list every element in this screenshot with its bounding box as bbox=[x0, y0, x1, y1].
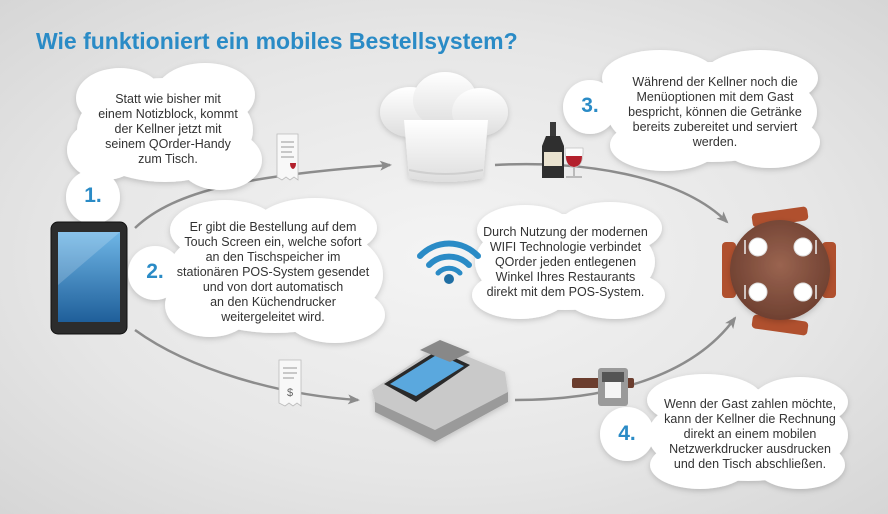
step-3-line: bespricht, können die Getränke bbox=[628, 105, 802, 119]
step-4-line: direkt an einem mobilen bbox=[683, 427, 817, 441]
step-2-text bbox=[168, 220, 378, 325]
bill-receipt-icon bbox=[279, 360, 301, 406]
wifi-note-line: Durch Nutzung der modernen bbox=[483, 225, 648, 239]
step-2-line: weitergeleitet wird. bbox=[221, 310, 325, 324]
step-3-line: bereits zubereitet und serviert bbox=[632, 120, 798, 134]
chef-hat-icon bbox=[380, 72, 508, 182]
step-1-line: seinem QOrder-Handy bbox=[105, 137, 231, 151]
step-2-line: und von dort automatisch bbox=[202, 280, 344, 294]
step-2-number: 2. bbox=[146, 260, 164, 283]
step-1-line: der Kellner jetzt mit bbox=[114, 122, 222, 136]
step-3-line: werden. bbox=[692, 135, 738, 149]
step-2-line: an den Tischspeicher im bbox=[205, 250, 341, 264]
tablet-icon bbox=[51, 222, 127, 334]
step-2-line: stationären POS-System gesendet bbox=[176, 265, 370, 279]
wifi-note-line: direkt mit dem POS-System. bbox=[486, 285, 645, 299]
restaurant-table-icon bbox=[722, 206, 836, 336]
wifi-note-text bbox=[478, 225, 653, 300]
step-3-number: 3. bbox=[581, 94, 599, 117]
step-1-line: Statt wie bisher mit bbox=[115, 92, 221, 106]
svg-text:$: $ bbox=[286, 387, 294, 399]
step-4-line: kann der Kellner die Rechnung bbox=[664, 412, 836, 426]
step-1-line: zum Tisch. bbox=[138, 152, 198, 166]
step-4-number: 4. bbox=[618, 422, 636, 445]
step-3-line: Während der Kellner noch die bbox=[632, 75, 798, 89]
step-1-number: 1. bbox=[84, 184, 102, 207]
step-4-line: Wenn der Gast zahlen möchte, bbox=[663, 397, 837, 411]
wifi-note-line: QOrder jeden entlegenen bbox=[494, 255, 637, 269]
step-4-line: Netzwerkdrucker ausdrucken bbox=[669, 442, 831, 456]
page-title: Wie funktioniert ein mobiles Bestellsystem? bbox=[36, 28, 518, 54]
step-2-line: Er gibt die Bestellung auf dem bbox=[189, 220, 357, 234]
step-2-line: an den Küchendrucker bbox=[210, 295, 336, 309]
step-4-text bbox=[650, 397, 850, 472]
pos-terminal-icon bbox=[372, 340, 508, 442]
step-3-text bbox=[615, 75, 815, 150]
step-1-text bbox=[73, 92, 263, 167]
wifi-note-line: WIFI Technologie verbindet bbox=[489, 240, 642, 254]
wifi-icon bbox=[420, 244, 478, 284]
step-1-line: einem Notizblock, kommt bbox=[98, 107, 238, 121]
step-3-line: Menüoptionen mit dem Gast bbox=[636, 90, 794, 104]
order-receipt-icon bbox=[277, 134, 298, 180]
step-4-line: und den Tisch abschließen. bbox=[673, 457, 827, 471]
step-2-line: Touch Screen ein, welche sofort bbox=[184, 235, 362, 249]
wifi-note-line: Winkel Ihres Restaurants bbox=[495, 270, 636, 284]
mobile-printer-icon bbox=[572, 368, 634, 406]
